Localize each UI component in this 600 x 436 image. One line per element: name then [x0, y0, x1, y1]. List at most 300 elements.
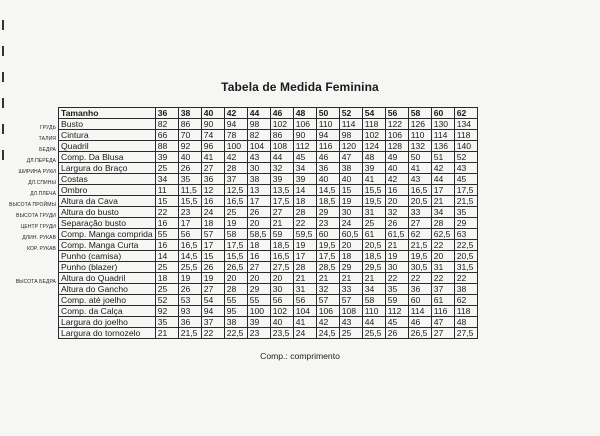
table-cell: 35 — [178, 174, 201, 185]
table-cell: 16,5 — [270, 251, 293, 262]
table-cell: 27 — [270, 207, 293, 218]
header-size-cell: 50 — [316, 108, 339, 119]
table-cell: 18 — [155, 273, 178, 284]
table-cell: 14,5 — [178, 251, 201, 262]
table-cell: 62 — [408, 229, 431, 240]
header-size-cell: 40 — [201, 108, 224, 119]
table-cell: 55 — [155, 229, 178, 240]
table-row — [59, 328, 478, 339]
table-cell: 16 — [385, 185, 408, 196]
table-cell: 118 — [454, 306, 477, 317]
table-cell: 27 — [201, 163, 224, 174]
side-annotation: ГРУДЬ — [39, 125, 56, 131]
table-cell: 21 — [155, 328, 178, 339]
table-cell: 20 — [431, 251, 454, 262]
table-cell: 29,5 — [362, 262, 385, 273]
table-row — [59, 251, 478, 262]
row-label: Comp. até joelho — [59, 295, 156, 306]
table-cell: 29 — [454, 218, 477, 229]
table-row — [59, 119, 478, 130]
table-cell: 16,5 — [178, 240, 201, 251]
table-cell: 92 — [155, 306, 178, 317]
table-cell: 16 — [155, 240, 178, 251]
table-cell: 98 — [247, 119, 270, 130]
table-cell: 28,5 — [316, 262, 339, 273]
table-cell: 43 — [454, 163, 477, 174]
header-size-cell: 56 — [385, 108, 408, 119]
table-cell: 40 — [385, 163, 408, 174]
table-cell: 37 — [431, 284, 454, 295]
table-cell: 41 — [408, 163, 431, 174]
table-cell: 112 — [385, 306, 408, 317]
table-row — [59, 295, 478, 306]
table-cell: 59,5 — [293, 229, 316, 240]
table-cell: 20,5 — [362, 240, 385, 251]
table-cell: 16 — [155, 218, 178, 229]
side-annotation: ДЛ.ПЕРЕДА — [26, 158, 56, 164]
table-cell: 39 — [293, 174, 316, 185]
table-cell: 27 — [201, 284, 224, 295]
footer-note: Comp.: comprimento — [260, 351, 340, 361]
table-cell: 26,5 — [408, 328, 431, 339]
row-label: Punho (camisa) — [59, 251, 156, 262]
table-cell: 102 — [362, 130, 385, 141]
table-cell: 16 — [247, 251, 270, 262]
table-cell: 18,5 — [316, 196, 339, 207]
table-cell: 25 — [362, 218, 385, 229]
table-cell: 16,5 — [408, 185, 431, 196]
table-cell: 94 — [201, 306, 224, 317]
table-cell: 42 — [431, 163, 454, 174]
table-cell: 45 — [454, 174, 477, 185]
table-cell: 15 — [339, 185, 362, 196]
table-cell: 140 — [454, 141, 477, 152]
page-title: Tabela de Medida Feminina — [221, 80, 379, 94]
side-annotation: ШИРИНА РУКИ — [18, 169, 56, 175]
table-cell: 19,5 — [362, 196, 385, 207]
table-cell: 31 — [362, 207, 385, 218]
table-cell: 22 — [408, 273, 431, 284]
table-cell: 58 — [362, 295, 385, 306]
table-cell: 108 — [270, 141, 293, 152]
table-cell: 66 — [155, 130, 178, 141]
table-cell: 92 — [178, 141, 201, 152]
table-cell: 25 — [155, 284, 178, 295]
table-cell: 23,5 — [270, 328, 293, 339]
table-row — [59, 174, 478, 185]
side-annotation: ВЫСОТА ГРУДИ — [16, 213, 56, 219]
row-label: Separação busto — [59, 218, 156, 229]
table-cell: 90 — [293, 130, 316, 141]
table-cell: 20 — [247, 218, 270, 229]
table-cell: 61 — [431, 295, 454, 306]
side-annotation: ДЛ.СПИНЫ — [28, 180, 56, 186]
table-cell: 62 — [454, 295, 477, 306]
row-label: Largura do tornozelo — [59, 328, 156, 339]
table-cell: 29 — [316, 207, 339, 218]
table-row — [59, 163, 478, 174]
table-cell: 26,5 — [224, 262, 247, 273]
table-cell: 33 — [408, 207, 431, 218]
table-cell: 14 — [155, 251, 178, 262]
table-cell: 43 — [247, 152, 270, 163]
table-cell: 25 — [224, 207, 247, 218]
table-cell: 27 — [431, 328, 454, 339]
side-annotation: БЕДРА — [39, 147, 56, 153]
table-cell: 106 — [385, 130, 408, 141]
table-cell: 47 — [431, 317, 454, 328]
table-cell: 35 — [454, 207, 477, 218]
table-cell: 106 — [316, 306, 339, 317]
table-cell: 59 — [270, 229, 293, 240]
table-cell: 42 — [385, 174, 408, 185]
table-cell: 53 — [178, 295, 201, 306]
table-cell: 16,5 — [224, 196, 247, 207]
table-cell: 21,5 — [408, 240, 431, 251]
table-cell: 44 — [362, 317, 385, 328]
table-cell: 114 — [431, 130, 454, 141]
table-cell: 21,5 — [454, 196, 477, 207]
table-row — [59, 141, 478, 152]
table-cell: 22 — [431, 273, 454, 284]
table-cell: 37 — [224, 174, 247, 185]
table-cell: 57 — [339, 295, 362, 306]
row-label: Punho (blazer) — [59, 262, 156, 273]
table-cell: 20 — [224, 273, 247, 284]
size-table — [58, 107, 478, 339]
table-cell: 15,5 — [224, 251, 247, 262]
table-cell: 52 — [454, 152, 477, 163]
table-cell: 59 — [385, 295, 408, 306]
header-size-cell: 52 — [339, 108, 362, 119]
table-cell: 100 — [224, 141, 247, 152]
table-cell: 112 — [293, 141, 316, 152]
table-cell: 62,5 — [431, 229, 454, 240]
table-cell: 21 — [385, 240, 408, 251]
table-cell: 114 — [339, 119, 362, 130]
table-cell: 18,5 — [362, 251, 385, 262]
row-label: Comp. Manga comprida — [59, 229, 156, 240]
table-cell: 21 — [431, 196, 454, 207]
table-cell: 56 — [270, 295, 293, 306]
table-cell: 50 — [408, 152, 431, 163]
table-cell: 41 — [293, 317, 316, 328]
row-label: Altura do Quadril — [59, 273, 156, 284]
table-cell: 34 — [155, 174, 178, 185]
table-row — [59, 273, 478, 284]
table-cell: 31 — [293, 284, 316, 295]
table-cell: 39 — [362, 163, 385, 174]
table-cell: 26 — [178, 284, 201, 295]
table-cell: 110 — [362, 306, 385, 317]
table-cell: 48 — [454, 317, 477, 328]
table-cell: 96 — [201, 141, 224, 152]
table-cell: 56 — [178, 229, 201, 240]
header-size-cell: 58 — [408, 108, 431, 119]
table-cell: 130 — [431, 119, 454, 130]
table-cell: 37 — [201, 317, 224, 328]
table-cell: 55 — [247, 295, 270, 306]
table-cell: 116 — [431, 306, 454, 317]
table-cell: 58 — [224, 229, 247, 240]
table-cell: 30 — [339, 207, 362, 218]
table-cell: 31,5 — [454, 262, 477, 273]
table-cell: 90 — [201, 119, 224, 130]
table-cell: 126 — [408, 119, 431, 130]
table-cell: 30 — [270, 284, 293, 295]
table-cell: 86 — [270, 130, 293, 141]
table-cell: 32 — [385, 207, 408, 218]
table-cell: 21 — [316, 273, 339, 284]
table-row — [59, 240, 478, 251]
table-cell: 26 — [385, 328, 408, 339]
table-cell: 36 — [316, 163, 339, 174]
table-cell: 19 — [385, 251, 408, 262]
header-size-cell: 44 — [247, 108, 270, 119]
table-cell: 20 — [339, 240, 362, 251]
table-cell: 34 — [431, 207, 454, 218]
table-cell: 25,5 — [178, 262, 201, 273]
table-cell: 17,5 — [316, 251, 339, 262]
table-cell: 11 — [155, 185, 178, 196]
table-cell: 26 — [247, 207, 270, 218]
table-cell: 19 — [339, 196, 362, 207]
table-cell: 28 — [431, 218, 454, 229]
header-size-cell: 60 — [431, 108, 454, 119]
header-size-cell: 42 — [224, 108, 247, 119]
table-cell: 17 — [293, 251, 316, 262]
table-cell: 57 — [316, 295, 339, 306]
side-annotation: ВЫСОТА ПРОЙМЫ — [9, 202, 56, 208]
table-cell: 21,5 — [178, 328, 201, 339]
table-cell: 36 — [201, 174, 224, 185]
table-cell: 46 — [316, 152, 339, 163]
table-cell: 28 — [293, 207, 316, 218]
table-cell: 17,5 — [454, 185, 477, 196]
table-row — [59, 130, 478, 141]
table-cell: 46 — [408, 317, 431, 328]
table-row — [59, 152, 478, 163]
header-size-cell: 54 — [362, 108, 385, 119]
table-cell: 15 — [155, 196, 178, 207]
table-cell: 13 — [247, 185, 270, 196]
header-size-cell: 36 — [155, 108, 178, 119]
table-cell: 21 — [362, 273, 385, 284]
table-cell: 39 — [270, 174, 293, 185]
table-cell: 54 — [201, 295, 224, 306]
table-cell: 39 — [155, 152, 178, 163]
table-cell: 17 — [431, 185, 454, 196]
table-cell: 48 — [362, 152, 385, 163]
table-cell: 118 — [362, 119, 385, 130]
row-label: Largura do joelho — [59, 317, 156, 328]
table-row — [59, 306, 478, 317]
table-cell: 104 — [247, 141, 270, 152]
table-cell: 61 — [362, 229, 385, 240]
table-cell: 27,5 — [454, 328, 477, 339]
table-row — [59, 207, 478, 218]
table-cell: 22,5 — [224, 328, 247, 339]
table-cell: 22 — [454, 273, 477, 284]
table-cell: 104 — [293, 306, 316, 317]
table-cell: 18 — [201, 218, 224, 229]
table-cell: 78 — [224, 130, 247, 141]
row-label: Costas — [59, 174, 156, 185]
table-cell: 14,5 — [316, 185, 339, 196]
table-cell: 136 — [431, 141, 454, 152]
table-cell: 12,5 — [224, 185, 247, 196]
table-cell: 18,5 — [270, 240, 293, 251]
table-cell: 100 — [247, 306, 270, 317]
header-size-cell: 46 — [270, 108, 293, 119]
table-cell: 124 — [362, 141, 385, 152]
table-cell: 88 — [155, 141, 178, 152]
table-cell: 23 — [247, 328, 270, 339]
table-cell: 132 — [408, 141, 431, 152]
table-cell: 31 — [431, 262, 454, 273]
table-cell: 102 — [270, 119, 293, 130]
table-cell: 15,5 — [178, 196, 201, 207]
table-cell: 34 — [293, 163, 316, 174]
table-cell: 40 — [316, 174, 339, 185]
table-cell: 38 — [247, 174, 270, 185]
table-cell: 26 — [178, 163, 201, 174]
side-annotation: ТАЛИЯ — [38, 136, 56, 142]
table-cell: 28 — [224, 284, 247, 295]
table-cell: 34 — [362, 284, 385, 295]
table-cell: 82 — [247, 130, 270, 141]
table-cell: 55 — [224, 295, 247, 306]
table-cell: 47 — [339, 152, 362, 163]
table-row — [59, 284, 478, 295]
row-label: Cintura — [59, 130, 156, 141]
table-cell: 45 — [293, 152, 316, 163]
table-cell: 28 — [293, 262, 316, 273]
table-cell: 22,5 — [454, 240, 477, 251]
table-row — [59, 196, 478, 207]
row-label: Busto — [59, 119, 156, 130]
table-cell: 22 — [293, 218, 316, 229]
table-cell: 23 — [316, 218, 339, 229]
row-label: Quadril — [59, 141, 156, 152]
header-size-cell: 38 — [178, 108, 201, 119]
table-cell: 24 — [201, 207, 224, 218]
table-cell: 70 — [178, 130, 201, 141]
table-cell: 19 — [178, 273, 201, 284]
side-annotation: ЦЕНТР ГРУДИ — [20, 224, 56, 230]
table-cell: 24 — [293, 328, 316, 339]
table-cell: 24 — [339, 218, 362, 229]
table-cell: 36 — [408, 284, 431, 295]
table-cell: 60,5 — [339, 229, 362, 240]
header-size-cell: 48 — [293, 108, 316, 119]
table-cell: 43 — [339, 317, 362, 328]
row-label: Ombro — [59, 185, 156, 196]
table-cell: 25,5 — [362, 328, 385, 339]
table-cell: 15,5 — [362, 185, 385, 196]
table-cell: 114 — [408, 306, 431, 317]
table-cell: 122 — [385, 119, 408, 130]
table-cell: 40 — [270, 317, 293, 328]
table-cell: 40 — [339, 174, 362, 185]
table-row — [59, 229, 478, 240]
table-cell: 17,5 — [224, 240, 247, 251]
table-cell: 26 — [201, 262, 224, 273]
table-cell: 26 — [385, 218, 408, 229]
table-cell: 25 — [339, 328, 362, 339]
table-cell: 17 — [247, 196, 270, 207]
table-cell: 61,5 — [385, 229, 408, 240]
table-cell: 21 — [270, 218, 293, 229]
side-annotation: КОР. РУКАВ — [27, 246, 56, 252]
side-annotation: ВЫСОТА БЕДРА — [15, 279, 56, 285]
table-cell: 108 — [339, 306, 362, 317]
table-cell: 57 — [201, 229, 224, 240]
table-header-row — [59, 108, 478, 119]
table-cell: 22 — [385, 273, 408, 284]
table-cell: 19 — [224, 218, 247, 229]
table-cell: 60 — [316, 229, 339, 240]
table-cell: 52 — [155, 295, 178, 306]
table-cell: 19 — [293, 240, 316, 251]
table-cell: 21 — [293, 273, 316, 284]
table-cell: 21 — [339, 273, 362, 284]
table-cell: 18 — [247, 240, 270, 251]
table-cell: 58,5 — [247, 229, 270, 240]
table-cell: 30 — [385, 262, 408, 273]
table-cell: 35 — [385, 284, 408, 295]
table-cell: 110 — [316, 119, 339, 130]
table-cell: 120 — [339, 141, 362, 152]
header-label: Tamanho — [59, 108, 156, 119]
table-cell: 35 — [155, 317, 178, 328]
table-cell: 12 — [201, 185, 224, 196]
table-cell: 20 — [270, 273, 293, 284]
table-cell: 38 — [224, 317, 247, 328]
table-cell: 18 — [293, 196, 316, 207]
table-row — [59, 218, 478, 229]
table-cell: 19,5 — [316, 240, 339, 251]
table-cell: 27 — [247, 262, 270, 273]
table-cell: 25 — [155, 163, 178, 174]
table-cell: 60 — [408, 295, 431, 306]
table-cell: 25 — [155, 262, 178, 273]
table-cell: 27 — [408, 218, 431, 229]
table-cell: 27,5 — [270, 262, 293, 273]
table-cell: 116 — [316, 141, 339, 152]
table-cell: 93 — [178, 306, 201, 317]
table-cell: 38 — [339, 163, 362, 174]
table-cell: 32 — [270, 163, 293, 174]
table-cell: 41 — [362, 174, 385, 185]
row-label: Comp. da Calça — [59, 306, 156, 317]
table-cell: 19 — [201, 273, 224, 284]
table-cell: 20 — [385, 196, 408, 207]
table-cell: 49 — [385, 152, 408, 163]
table-cell: 41 — [201, 152, 224, 163]
table-cell: 23 — [178, 207, 201, 218]
table-cell: 19,5 — [408, 251, 431, 262]
table-cell: 29 — [247, 284, 270, 295]
table-cell: 94 — [316, 130, 339, 141]
table-cell: 30 — [247, 163, 270, 174]
row-label: Altura do Gancho — [59, 284, 156, 295]
table-cell: 29 — [339, 262, 362, 273]
header-size-cell: 62 — [454, 108, 477, 119]
table-cell: 39 — [247, 317, 270, 328]
table-cell: 128 — [385, 141, 408, 152]
row-label: Largura do Braço — [59, 163, 156, 174]
